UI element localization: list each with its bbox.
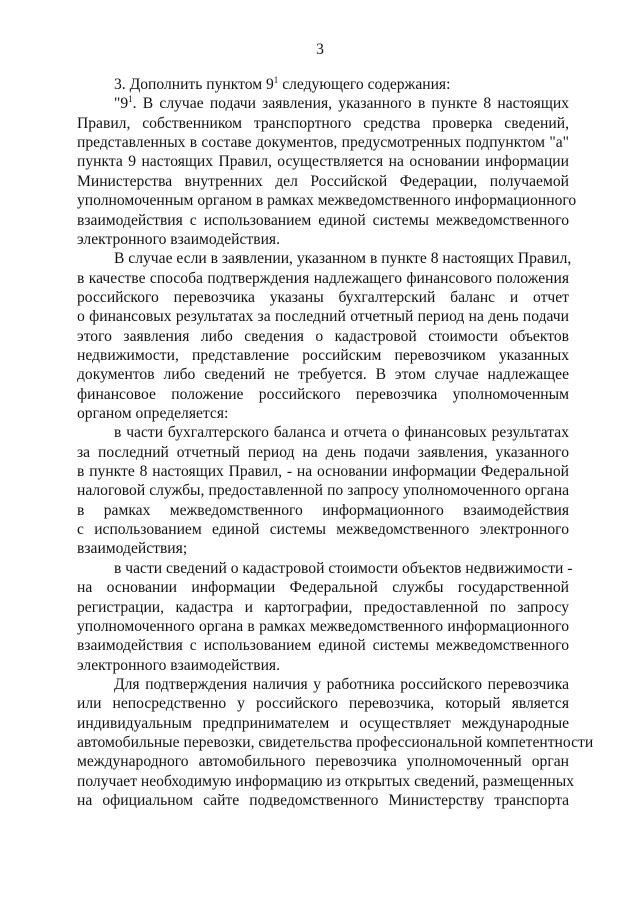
text-line: электронного взаимодействия. [77, 230, 280, 248]
text-line: взаимодействия; [77, 540, 188, 558]
text-line: о финансовых результатах за последний отчетный период на день подачи [77, 308, 569, 326]
text-line: за последний отчетный период на день подачи заявления, указанного [77, 443, 569, 461]
text-line: В случае если в заявлении, указанном в пункте 8 настоящих Правил, [114, 250, 572, 268]
text-line: пункта 9 настоящих Правил, осуществляется на основании информации [77, 153, 569, 171]
text-line: в качестве способа подтверждения надлежащего финансового положения [77, 269, 569, 287]
text-line: взаимодействия с использованием единой системы межведомственного [77, 211, 569, 229]
text-line: индивидуальным предпринимателем и осуществляет международные [77, 714, 569, 732]
text-line: с использованием единой системы межведомственного электронного [77, 521, 569, 538]
page-number: 3 [316, 41, 324, 58]
text-line: уполномоченного органа в рамках межведомственного информационного [77, 617, 569, 635]
text-line: на официальном сайте подведомственного Министерству транспорта [77, 792, 569, 809]
text-line: в пункте 8 настоящих Правил, - на основании информации Федеральной [77, 463, 569, 480]
text-line: Правил, собственником транспортного средства проверка сведений, [77, 114, 569, 132]
text-line: документов либо сведений не требуется. В этом случае надлежащее [77, 366, 569, 384]
text-line: в части сведений о кадастровой стоимости объектов недвижимости - [114, 559, 573, 577]
text-line: уполномоченным органом в рамках межведомственного информационного [77, 192, 577, 210]
text-line: этого заявления либо сведения о кадастровой стоимости объектов [77, 327, 569, 345]
text-line: регистрации, кадастра и картографии, предоставленной по запросу [77, 598, 569, 616]
text-line: органом определяется: [77, 405, 229, 422]
text-line: взаимодействия с использованием единой системы межведомственного [77, 637, 569, 655]
text-line: или непосредственно у российского перевозчика, который является [77, 695, 569, 713]
text-line: автомобильные перевозки, свидетельства профессиональной компетентности [77, 733, 594, 751]
text-line: российского перевозчика указаны бухгалтерский баланс и отчет [77, 288, 569, 306]
text-line: в рамках межведомственного информационного взаимодействия [77, 501, 569, 519]
text-line: Министерства внутренних дел Российской Федерации, получаемой [77, 172, 569, 190]
text-line: "$9^1$. В случае подачи заявления, указанного в пункте 8 настоящих [114, 94, 569, 113]
text-line: в части бухгалтерского баланса и отчета о финансовых результатах [114, 424, 569, 442]
text-line: международного автомобильного перевозчика уполномоченный орган [77, 753, 569, 771]
text-line: Для подтверждения наличия у работника российского перевозчика [114, 675, 569, 693]
text-line: электронного взаимодействия. [77, 656, 280, 674]
text-line: финансовое положение российского перевозчика уполномоченным [77, 385, 569, 403]
text-line: получает необходимую информацию из открытых сведений, размещенных [77, 772, 575, 790]
text-line: 3. Дополнить пунктом $9^1$ следующего содержания: [114, 75, 451, 93]
text-line: налоговой службы, предоставленной по запросу уполномоченного органа [77, 482, 569, 500]
text-line: недвижимости, представление российским перевозчиком указанных [77, 346, 569, 364]
text-line: представленных в составе документов, предусмотренных подпунктом "а" [77, 134, 569, 152]
text-line: на основании информации Федеральной службы государственной [77, 579, 569, 597]
